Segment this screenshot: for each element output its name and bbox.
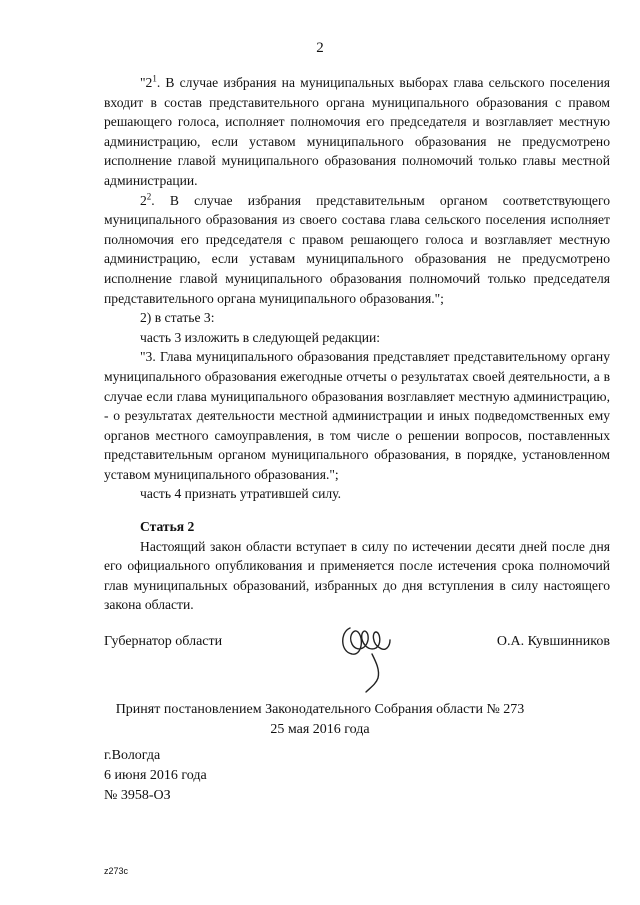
law-number: № 3958-ОЗ	[104, 788, 171, 803]
signature-row	[104, 630, 610, 690]
governor-label: Губернатор области	[104, 634, 223, 649]
place-date-block	[104, 746, 207, 806]
signing-date: 6 июня 2016 года	[104, 768, 207, 783]
signature-icon	[336, 618, 396, 698]
paragraph-2-1: "$2^1$. В случае избрания на муниципальных выборах глава сельского поселения входит в состав представительного органа муниципального образования с правом решающего голоса, исполняет полномочия его председателя и возглавляет местную администрацию, если уставом муниципального образования не предусмотрено исполнение главой муниципального образования полномочий только главы местной администрации.	[104, 73, 610, 188]
adoption-date: 25 мая 2016 года	[270, 722, 370, 737]
paragraph-article-2: Настоящий закон области вступает в силу по истечении десяти дней после дня его официального опубликования и применяется после истечения срока полномочий глав муниципальных образований, избранных до дня вступления в силу настоящего закона области.	[104, 538, 610, 613]
paragraph-2-2: $2^2$. В случае избрания представительным органом соответствующего муниципального образования из своего состава глава сельского поселения исполняет полномочия его председателя с правом решающего голоса и возглавляет местную администрацию, если уставам муниципального образования не предусмотрено исполнение главой муниципального образования полномочий только председателя представительного органа муниципального образования.";	[104, 191, 610, 306]
document-body	[104, 73, 610, 615]
paragraph-part-4: часть 4 признать утратившей силу.	[140, 486, 341, 502]
city: г.Вологда	[104, 748, 161, 763]
article-2-heading: Статья 2	[140, 519, 195, 535]
paragraph-part-3-text: "3. Глава муниципального образования представляет представительному органу муниципального образования ежегодные отчеты о результатах своей деятельности, а в случае если глава муниципального образования возглавляет местную администрацию, - о результатах деятельности местной администрации и иных подведомственных ему органов местного самоуправления, в том числе о решении вопросов, поставленных представительным органом муниципального образования, в порядке, установленном уставом муниципального образования.";	[104, 349, 610, 482]
page-number: 2	[316, 40, 324, 56]
adoption-note	[0, 700, 640, 740]
adoption-line-1: Принят постановлением Законодательного Собрания области № 273	[115, 702, 525, 717]
paragraph-part-3-intro: часть 3 изложить в следующей редакции:	[140, 329, 381, 345]
paragraph-article-3: 2) в статье 3:	[140, 310, 215, 326]
document-code: z273c	[104, 866, 129, 876]
governor-name: О.А. Кувшинников	[496, 634, 610, 649]
